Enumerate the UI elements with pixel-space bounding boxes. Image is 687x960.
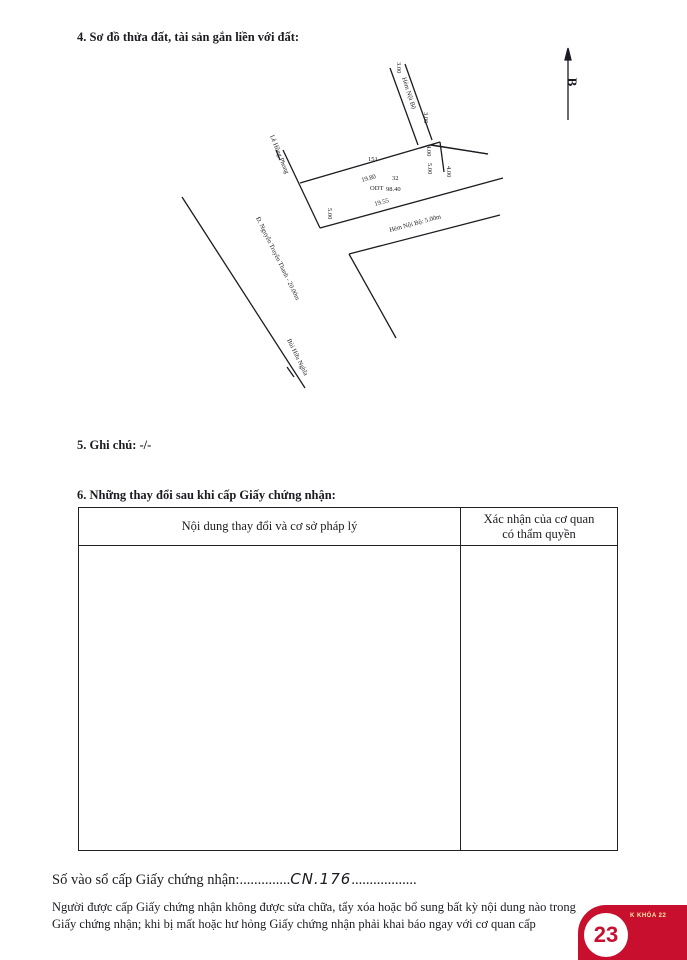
col-header-confirmation-line1: Xác nhận của cơ quan [483, 511, 595, 526]
parcel-neighbor: 151 [368, 156, 378, 163]
dim-bottom: 19.55 [373, 197, 390, 208]
parcel-edge-left [283, 150, 320, 228]
registry-label: Số vào sổ cấp Giấy chứng nhận: [52, 872, 240, 888]
street-edge-left [182, 197, 305, 388]
col-header-content [79, 508, 461, 546]
registry-dots-after: .................. [351, 872, 417, 888]
north-label: B [565, 77, 580, 87]
street-bui-huu-nghia: Bùi Hữu Nghĩa [285, 337, 310, 377]
street-le-hong-phong: Lê Hồng Phong [268, 134, 291, 175]
block-edge-left [349, 254, 396, 338]
section-4-title: 4. Sơ đồ thửa đất, tài sản gắn liền với đất: [77, 30, 300, 44]
alley-top-label: Hẻm Nội Bộ [400, 76, 418, 111]
col-header-content-label: Nội dung thay đổi và cơ sở pháp lý [181, 519, 358, 533]
street-nguyen-truyen-thanh: Đ. Nguyễn Truyền Thanh - 20.00m [254, 215, 301, 302]
changes-content-cell [79, 546, 461, 851]
dim-top: 19.80 [360, 173, 377, 184]
dim-4a: 4.00 [425, 145, 432, 157]
notice-line-2: Giấy chứng nhận; khi bị mất hoặc hư hỏng Giấy chứng nhận phải khai báo ngay với cơ quan cấp [52, 917, 536, 931]
registry-number: CN.176 [290, 870, 352, 888]
dim-right: 5.00 [426, 163, 433, 175]
dim-3a: 3.00 [395, 62, 402, 74]
section-6-title: 6. Những thay đổi sau khi cấp Giấy chứng nhận: [77, 488, 336, 502]
badge-number: 23 [593, 922, 619, 947]
changes-confirmation-cell [461, 546, 618, 851]
col-header-confirmation-line2: có thẩm quyền [502, 526, 576, 541]
parcel-number: 32 [392, 175, 399, 182]
badge-circle [584, 913, 628, 957]
notice-line-1: Người được cấp Giấy chứng nhận không được sửa chữa, tẩy xóa hoặc bổ sung bất kỳ nội dung nào trong [52, 900, 576, 914]
section-5-title: 5. Ghi chú: -/- [77, 438, 152, 452]
registry-dots-before: .............. [239, 872, 291, 888]
alley-bottom-label: Hẻm Nội Bộ: 5.00m [388, 213, 442, 234]
registry-line [52, 870, 417, 889]
parcel-area: 98.40 [386, 186, 401, 193]
dim-3b: 3.00 [422, 112, 429, 124]
badge-text: K KHÓA 22 [630, 913, 667, 919]
land-type: ODT [370, 185, 384, 192]
north-arrow-head [565, 48, 571, 60]
dim-left: 5.00 [326, 208, 333, 220]
col-header-confirmation [461, 508, 618, 546]
changes-table [78, 507, 618, 851]
dim-4b: 4.00 [445, 166, 452, 178]
overlay-badge [578, 905, 687, 960]
land-plot-diagram [0, 0, 687, 430]
